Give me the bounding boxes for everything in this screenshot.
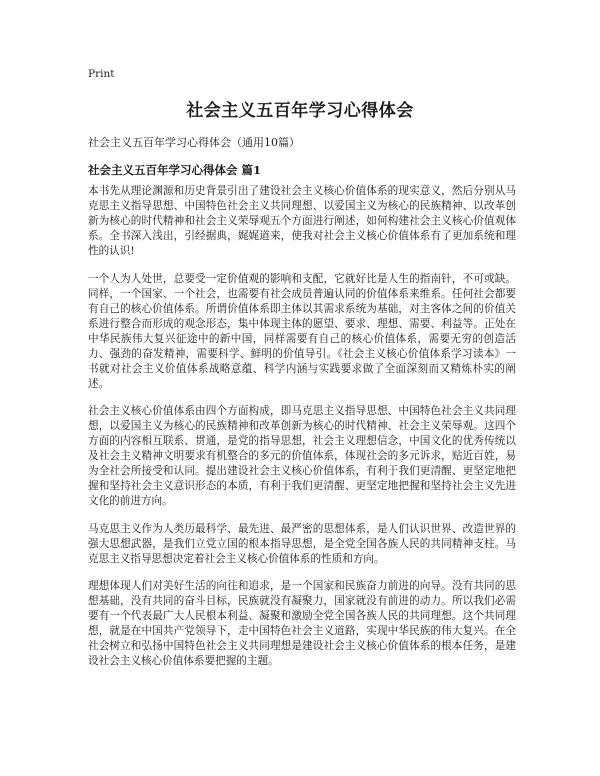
print-link[interactable]: Print [88,68,115,80]
paragraph: 本书先从理论渊源和历史背景引出了建设社会主义核心价值体系的现实意义，然后分别从马克思主义指导思想、中国特色社会主义共同理想、以爱国主义为核心的民族精神、以改革创新为核心的时代精神和社会主义荣辱观五个方面进行阐述，如何构建社会主义核心价值观体系。全书深入浅出，引经据典，娓娓道来，使我对社会主义核心价值体系有了更加系统和理性的认识! [88,185,516,257]
page-title: 社会主义五百年学习心得体会 [186,101,414,121]
section-heading: 社会主义五百年学习心得体会 篇1 [88,163,262,177]
document-subtitle: 社会主义五百年学习心得体会（通用10篇） [88,136,300,149]
paragraph: 马克思主义作为人类历最科学、最先进、最严密的思想体系，是人们认识世界、改造世界的强大思想武器，是我们立党立国的根本指导思想，是全党全国各族人民的共同精神支柱。马克思主义指导思想决定着社会主义核心价值体系的性质和方向。 [88,522,516,565]
paragraph: 理想体现人们对美好生活的向往和追求，是一个国家和民族奋力前进的向导。没有共同的思想基础，没有共同的奋斗目标，民族就没有凝聚力，国家就没有前进的动力。所以我们必需要有一个代表最广大人民根本利益、凝聚和激励全党全国各族人民的共同理想。这个共同理想，就是在中国共产党领导下，走中国特色社会主义道路，实现中华民族的伟大复兴。在全社会树立和弘扬中国特色社会主义共同理想是建设社会主义核心价值体系的根本任务，是建设社会主义核心价值体系要把握的主题。 [88,580,516,667]
article-body [88,184,516,682]
paragraph: 一个人为人处世，总要受一定价值观的影响和支配，它就好比是人生的指南针，不可或缺。同样，一个国家、一个社会，也需要有社会成员普遍认同的价值体系来维系。任何社会都要有自己的核心价值体系。所谓价值体系即主体以其需求系统为基础，对主客体之间的价值关系进行整合而形成的观念形态，集中体现主体的愿望、要求、理想、需要、利益等。正处在中华民族伟大复兴征途中的新中国，同样需要有自己的核心价值体系，需要无穷的创造活力、强劲的奋发精神，需要科学、鲜明的价值导引。《社会主义核心价值体系学习读本》一书就对社会主义价值体系战略意蕴、科学内涵与实践要求做了全面深刻而又精炼朴实的阐述。 [88,272,516,390]
paragraph: 社会主义核心价值体系由四个方面构成，即马克思主义指导思想、中国特色社会主义共同理想，以爱国主义为核心的民族精神和改革创新为核心的时代精神、社会主义荣辱观。这四个方面的内容相互联系、贯通，是党的指导思想，社会主义理想信念，中国文化的优秀传统以及社会主义精神文明要求有机整合的多元的价值体系，体现社会的多元诉求，贴近百姓，易为全社会所接受和认同。提出建设社会主义核心价值体系，有利于我们更清醒、更坚定地把握和坚持社会主义意识形态的本质，有利于我们更清醒、更坚定地把握和坚持社会主义先进文化的前进方向。 [88,405,516,507]
